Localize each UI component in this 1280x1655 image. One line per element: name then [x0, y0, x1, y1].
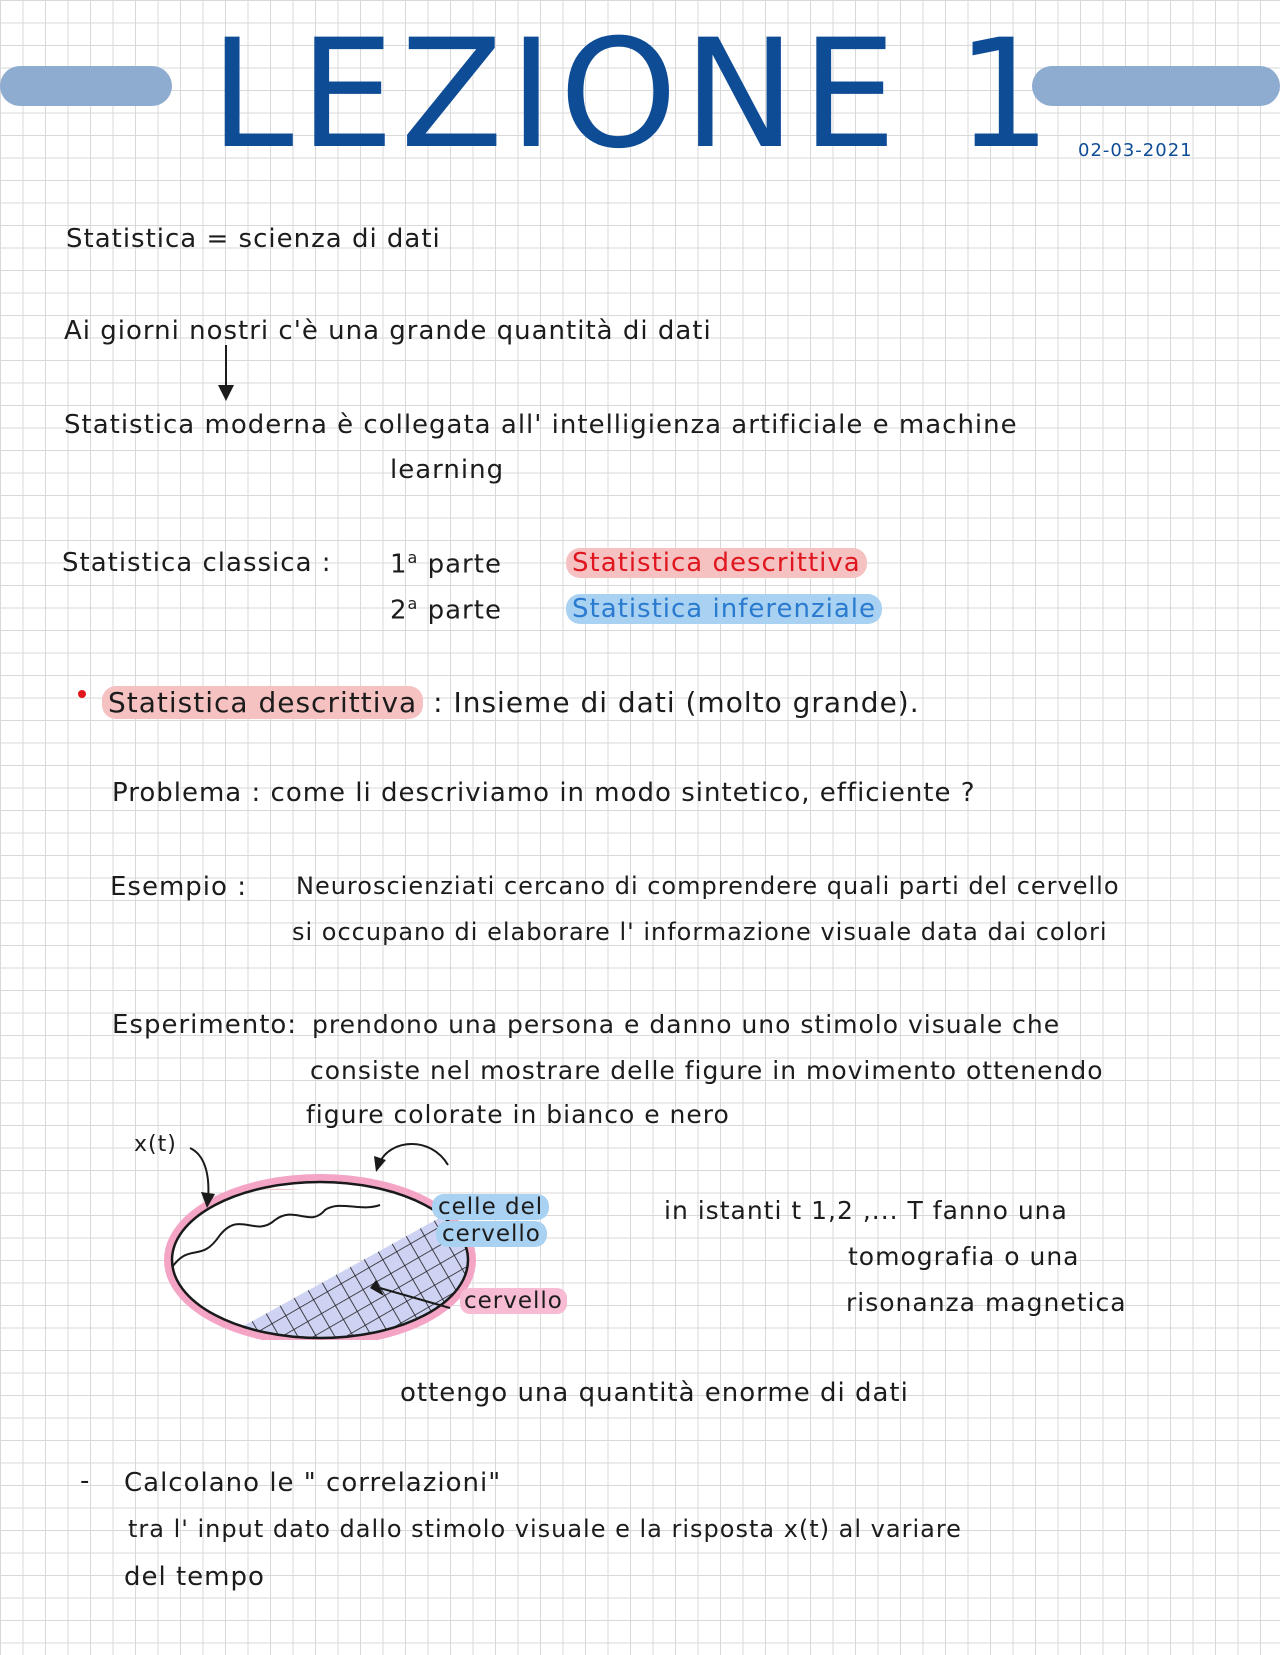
line-giorni-nostri: Ai giorni nostri c'è una grande quantità di dati: [64, 316, 712, 346]
calc-line-3: del tempo: [124, 1562, 265, 1592]
esempio-label: Esempio :: [110, 872, 247, 902]
label-xt: x(t): [134, 1132, 177, 1157]
parte-2-sup: a: [407, 594, 419, 613]
arrow-celle-head: [374, 1156, 386, 1172]
esempio-line-2: si occupano di elaborare l' informazione visuale data dai colori: [292, 918, 1108, 946]
esperimento-line-3: figure colorate in bianco e nero: [306, 1100, 730, 1129]
istanti-line-2: tomografia o una: [848, 1242, 1080, 1271]
parte-2: [390, 594, 502, 626]
down-arrow-icon: [214, 345, 238, 405]
parte-2-topic: [566, 594, 882, 624]
parte-1-word: parte: [427, 549, 502, 580]
esperimento-line-1: prendono una persona e danno uno stimolo visuale che: [312, 1010, 1061, 1039]
parte-2-word: parte: [427, 595, 502, 626]
descrittiva-heading: [102, 686, 920, 719]
parte-1: [390, 548, 502, 580]
bullet-dot: [78, 690, 86, 698]
arrow-celle: [380, 1144, 448, 1165]
calc-line-1: Calcolano le " correlazioni": [124, 1468, 502, 1498]
parte-1-topic-highlight: Statistica descrittiva: [566, 548, 867, 578]
classica-label: Statistica classica :: [62, 548, 332, 578]
line-ottengo: ottengo una quantità enorme di dati: [400, 1378, 909, 1408]
label-celle-2: cervello: [436, 1221, 547, 1247]
label-cervello-highlight: cervello: [460, 1288, 567, 1314]
page-title: LEZIONE 1: [210, 8, 1058, 182]
istanti-line-3: risonanza magnetica: [846, 1288, 1127, 1317]
parte-1-sup: a: [407, 548, 419, 567]
line-statistica-definition: Statistica = scienza di dati: [66, 224, 441, 254]
esperimento-line-2: consiste nel mostrare delle figure in movimento ottenendo: [310, 1056, 1104, 1085]
calc-line-2: tra l' input dato dallo stimolo visuale e la risposta x(t) al variare: [128, 1515, 962, 1543]
parte-2-number: 2: [390, 595, 408, 626]
lesson-date: 02-03-2021: [1078, 140, 1193, 161]
label-cervello: [460, 1288, 567, 1314]
arrow-xt: [190, 1148, 208, 1200]
line-statistica-moderna: Statistica moderna è collegata all' intelligienza artificiale e machine: [64, 410, 1018, 440]
line-learning: learning: [390, 455, 505, 485]
descrittiva-label: Statistica descrittiva: [102, 686, 423, 719]
label-celle-1: celle del: [432, 1194, 549, 1220]
esperimento-label: Esperimento:: [112, 1010, 298, 1040]
esempio-line-1: Neuroscienziati cercano di comprendere quali parti del cervello: [296, 872, 1120, 900]
header-band-right: [1032, 66, 1280, 106]
line-problema: Problema : come li descriviamo in modo sintetico, efficiente ?: [112, 778, 976, 808]
descrittiva-text: : Insieme di dati (molto grande).: [433, 686, 920, 719]
header-band-left: [0, 66, 172, 106]
istanti-line-1: in istanti t 1,2 ,... T fanno una: [664, 1196, 1068, 1225]
parte-1-number: 1: [390, 549, 408, 580]
parte-1-topic: [566, 548, 867, 578]
parte-2-topic-highlight: Statistica inferenziale: [566, 594, 882, 624]
label-celle: [432, 1194, 549, 1248]
dash-marker: -: [80, 1466, 91, 1496]
